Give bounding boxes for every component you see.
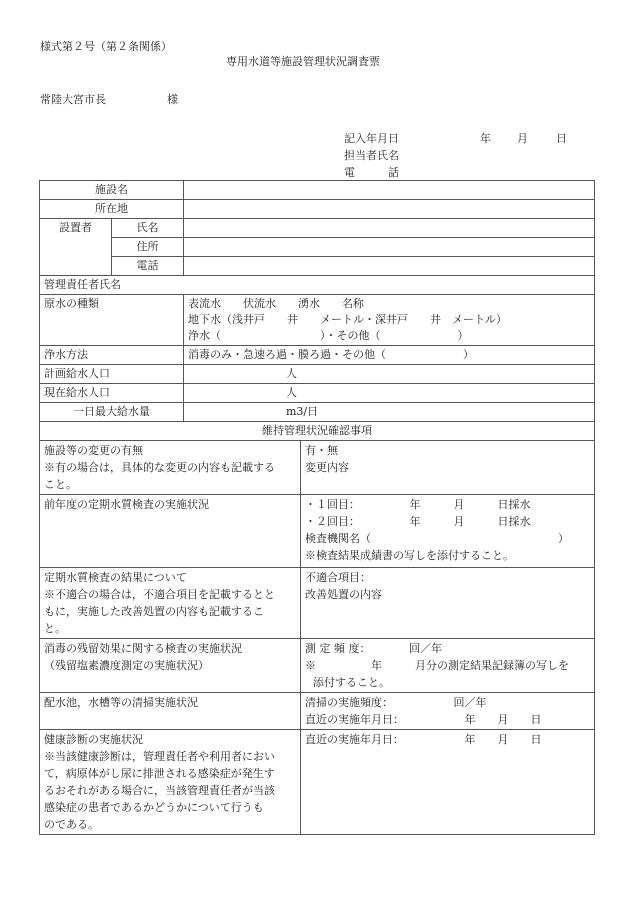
- person-in-charge-label: 担当者氏名: [344, 149, 399, 162]
- installer-phone-field[interactable]: [184, 257, 595, 276]
- entry-date-label: 記入年月日: [344, 132, 399, 145]
- cleaning-title: 配水池，水槽等の清掃実施状況: [44, 696, 198, 709]
- page-title: 専用水道等施設管理状況調査票: [226, 55, 380, 68]
- residual-chlorine-question: [40, 639, 301, 693]
- facility-name-field[interactable]: [184, 181, 595, 200]
- raw-water-line-2: 地下水（浅井戸 井 メートル・深井戸 井 メートル）: [188, 313, 507, 326]
- facility-change-note: ※有の場合は，具体的な変更の内容も記載する: [44, 461, 275, 474]
- addressee-honorific: 様: [167, 93, 178, 106]
- purification-options[interactable]: 消毒のみ・急速ろ過・膜ろ過・その他（ ）: [184, 346, 595, 365]
- installer-address-label: 住所: [112, 238, 184, 257]
- attach-report-note: ※検査結果成績書の写しを添付すること。: [305, 549, 514, 562]
- form-number: 様式第２号（第２条関係）: [40, 40, 172, 53]
- health-check-note-2: て，病原体がし尿に排泄される感染症が発生す: [44, 767, 275, 780]
- table-row: [40, 422, 595, 441]
- current-population-field[interactable]: [184, 384, 595, 403]
- cleaning-last-date: 直近の実施年月日： 年 月 日: [305, 713, 542, 726]
- test-results-answer[interactable]: [301, 568, 595, 639]
- max-daily-supply-unit: m3/日: [286, 405, 319, 418]
- residual-chlorine-subtitle: （残留塩素濃度測定の実施状況）: [44, 659, 209, 672]
- raw-water-line-1: 表流水 伏流水 湧水 名称: [188, 297, 364, 310]
- testing-agency: 検査機関名（ ）: [305, 532, 569, 545]
- table-row: [40, 200, 595, 219]
- table-row: [40, 238, 595, 257]
- manager-name-label: 管理責任者氏名: [40, 276, 595, 295]
- installer-name-field[interactable]: [184, 219, 595, 238]
- raw-water-line-3: 浄水（ ）・その他（ ）: [188, 329, 469, 342]
- entry-date-month: 月: [517, 132, 528, 145]
- table-row: [40, 693, 595, 730]
- max-daily-supply-field[interactable]: [184, 403, 595, 422]
- health-check-note-5: のである。: [44, 818, 99, 831]
- health-check-title: 健康診断の実施状況: [44, 733, 143, 746]
- test-results-note-1: ※不適合の場合は，不適合項目を記載するとと: [44, 588, 275, 601]
- measurement-frequency: 測 定 頻 度： 回／年: [305, 642, 442, 655]
- water-test-title: 前年度の定期水質検査の実施状況: [44, 498, 209, 511]
- purification-label: 浄水方法: [40, 346, 184, 365]
- facility-name-label: 施設名: [40, 181, 184, 200]
- table-row: [40, 295, 595, 346]
- entry-date-day: 日: [556, 132, 567, 145]
- residual-chlorine-title: 消毒の残留効果に関する検査の実施状況: [44, 642, 242, 655]
- cleaning-answer[interactable]: [301, 693, 595, 730]
- cleaning-question: [40, 693, 301, 730]
- table-row: [40, 403, 595, 422]
- health-check-answer[interactable]: [301, 730, 595, 835]
- installer-label: 設置者: [40, 219, 112, 276]
- addressee: 常陸大宮市長: [40, 93, 106, 106]
- table-row: [40, 384, 595, 403]
- test-results-note-3: と。: [44, 622, 66, 635]
- location-label: 所在地: [40, 200, 184, 219]
- water-test-question: [40, 495, 301, 568]
- cleaning-frequency: 清掃の実施頻度： 回／年: [305, 696, 487, 709]
- test-results-question: [40, 568, 301, 639]
- current-population-label: 現在給水人口: [40, 384, 184, 403]
- table-row: [40, 730, 595, 835]
- corrective-action-label: 改善処置の内容: [305, 588, 382, 601]
- health-check-note-3: るおそれがある場合に，当該管理責任者が当該: [44, 784, 275, 797]
- table-row: [40, 219, 595, 238]
- measurement-record-note: ※ 年 月分の測定結果記録簿の写しを: [305, 659, 569, 672]
- phone-label: 電 話: [344, 166, 399, 179]
- table-row: [40, 346, 595, 365]
- table-row: [40, 257, 595, 276]
- planned-population-label: 計画給水人口: [40, 365, 184, 384]
- max-daily-supply-label: 一日最大給水量: [40, 403, 184, 422]
- table-row: [40, 441, 595, 495]
- raw-water-options[interactable]: [184, 295, 595, 346]
- test-results-title: 定期水質検査の結果について: [44, 571, 187, 584]
- yes-no-choice[interactable]: 有・無: [305, 444, 338, 457]
- health-check-note-4: 感染症の患者であるかどうかについて行うも: [44, 801, 264, 814]
- table-row: [40, 639, 595, 693]
- test-results-note-2: もに，実施した改善処置の内容も記載するこ: [44, 605, 264, 618]
- facility-change-question: [40, 441, 301, 495]
- table-row: [40, 276, 595, 295]
- health-check-question: [40, 730, 301, 835]
- location-field[interactable]: [184, 200, 595, 219]
- water-test-answer[interactable]: [301, 495, 595, 568]
- raw-water-label: 原水の種類: [40, 295, 184, 346]
- maintenance-section-header: 維持管理状況確認事項: [40, 422, 595, 441]
- survey-table: [39, 180, 595, 835]
- installer-address-field[interactable]: [184, 238, 595, 257]
- facility-change-answer[interactable]: [301, 441, 595, 495]
- residual-chlorine-answer[interactable]: [301, 639, 595, 693]
- change-content-label: 変更内容: [305, 461, 349, 474]
- measurement-record-note-cont: 添付すること。: [313, 676, 390, 689]
- installer-name-label: 氏名: [112, 219, 184, 238]
- current-population-unit: 人: [286, 386, 297, 399]
- facility-change-note-cont: こと。: [44, 478, 77, 491]
- planned-population-field[interactable]: [184, 365, 595, 384]
- table-row: [40, 181, 595, 200]
- table-row: [40, 365, 595, 384]
- table-row: [40, 568, 595, 639]
- health-check-last-date: 直近の実施年月日： 年 月 日: [305, 733, 542, 746]
- health-check-note-1: ※当該健康診断は，管理責任者や利用者におい: [44, 750, 275, 763]
- first-sampling: ・１回目： 年 月 日採水: [305, 498, 531, 511]
- installer-phone-label: 電話: [112, 257, 184, 276]
- table-row: [40, 495, 595, 568]
- nonconforming-items-label: 不適合項目：: [305, 571, 371, 584]
- entry-date-year: 年: [480, 132, 491, 145]
- second-sampling: ・２回目： 年 月 日採水: [305, 515, 531, 528]
- facility-change-title: 施設等の変更の有無: [44, 444, 143, 457]
- planned-population-unit: 人: [286, 367, 297, 380]
